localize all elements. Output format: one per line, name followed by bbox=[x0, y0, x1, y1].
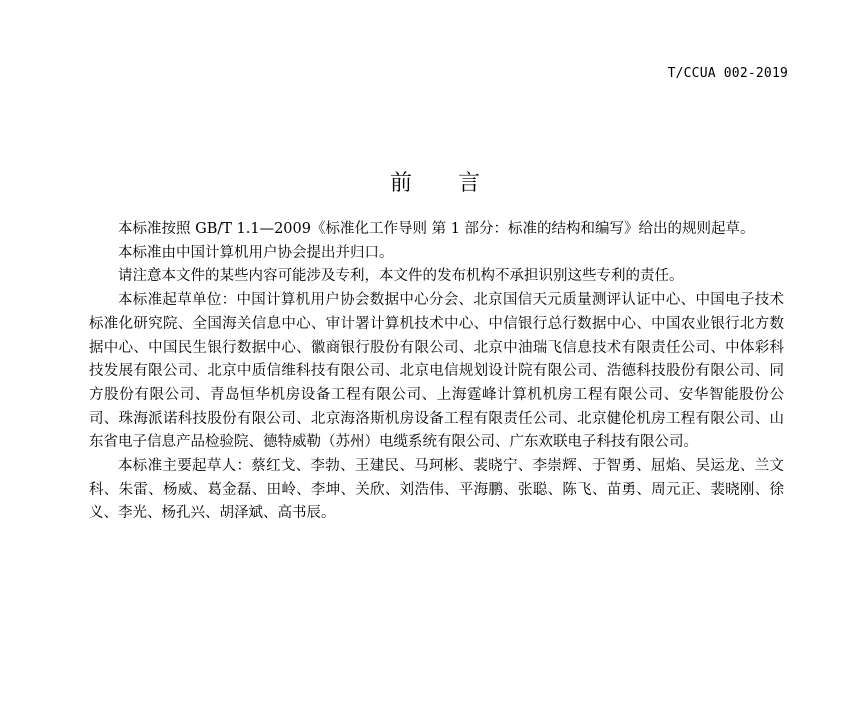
paragraph-drafters: 本标准主要起草人：蔡红戈、李勃、王建民、马珂彬、裴晓宁、李崇辉、于智勇、屈焰、吴运龙、兰文科、朱雷、杨威、葛金磊、田岭、李坤、关欣、刘浩伟、平海鹏、张聪、陈飞、苗勇、周元正、裴晓刚、徐义、李光、杨孔兴、胡泽斌、高书辰。 bbox=[89, 458, 784, 522]
paragraph-drafting-rules: 本标准按照 GB/T 1.1—2009《标准化工作导则 第 1 部分：标准的结构和编写》给出的规则起草。 bbox=[118, 221, 755, 237]
paragraph-patent-notice: 请注意本文件的某些内容可能涉及专利，本文件的发布机构不承担识别这些专利的责任。 bbox=[118, 268, 684, 285]
document-number: T/CCUA 002-2019 bbox=[667, 66, 788, 81]
page-title: 前言 bbox=[389, 171, 526, 196]
document-body bbox=[89, 218, 784, 526]
paragraph-drafting-units: 本标准起草单位：中国计算机用户协会数据中心分会、北京国信天元质量测评认证中心、中国电子技术标准化研究院、全国海关信息中心、审计署计算机技术中心、中信银行总行数据中心、中国农业银行北方数据中心、中国民生银行数据中心、徽商银行股份有限公司、北京中油瑞飞信息技术有限责任公司、中体彩科技发展有限公司、北京中质信维科技有限公司、北京电信规划设计院有限公司、浩德科技股份有限公司、同方股份有限公司、青岛恒华机房设备工程有限公司、上海霆峰计算机机房工程有限公司、安华智能股份公司、珠海派诺科技股份有限公司、北京海洛斯机房设备工程有限责任公司、北京健伦机房工程有限公司、山东省电子信息产品检验院、德特威勒（苏州）电缆系统有限公司、广东欢联电子科技有限公司。 bbox=[89, 292, 784, 451]
paragraph-proposer: 本标准由中国计算机用户协会提出并归口。 bbox=[118, 244, 394, 261]
